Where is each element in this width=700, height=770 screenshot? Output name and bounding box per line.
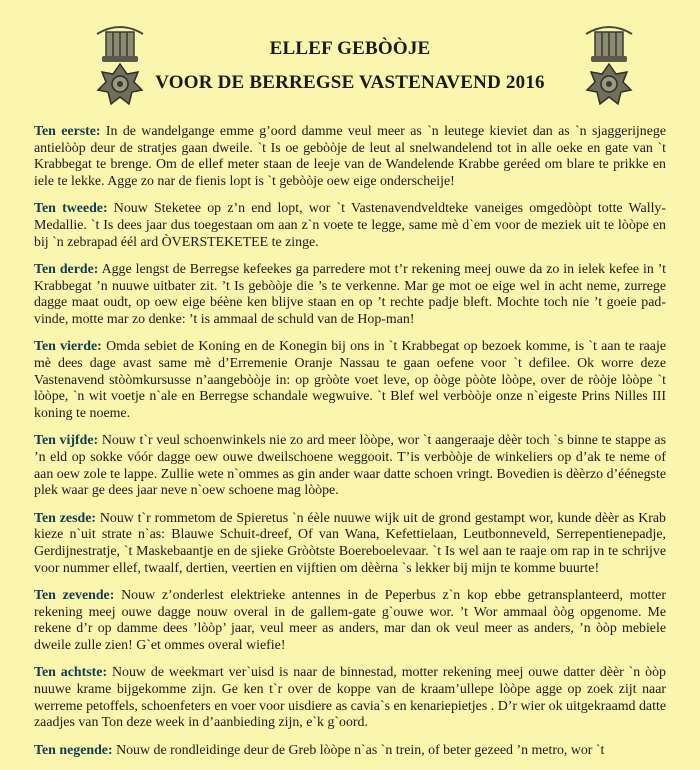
commandment-1 — [34, 124, 666, 191]
commandment-9 — [34, 743, 666, 760]
commandment-label: Ten eerste: — [34, 124, 101, 139]
commandment-3 — [34, 262, 666, 329]
commandments-list — [34, 124, 666, 770]
commandment-label: Ten achtste: — [34, 665, 108, 681]
commandment-label: Ten zesde: — [34, 510, 96, 526]
medal-icon — [578, 22, 640, 112]
document-title: ELLEF GEBÒÒJE — [269, 38, 431, 59]
commandment-5 — [34, 433, 666, 500]
commandment-text: Nouw Steketee op z’n end lopt, wor `t Vastenavendveldteke vaneiges omgedòòpt totte Wally-Medallie. `t Is dees jaar dus toegestaan om aan z`n voete te legge, same mè d`em voor de meziek uit te lòòpe en bij `n zebrapad éél ard ÒVERSTEKETEE te zinge. — [34, 201, 666, 250]
commandment-text: Nouw t`r rommetom de Spieretus `n éèle nuuwe wijk uit de grond gestampt wor, kunde dèèr as Krab kieze n`uit strate n`as: Blauwe Schuit-dreef, Of van Wana, Kefettielaan, Leutbonneveld, Serrepentienepadje, Gerdijnestratje, `t Maskebaantje en de sjieke Gròòtste Boereboelevaar. `t Is wel aan te raaje om rap in te schrijve voor nummer ellef, twaalf, dertien, veertien en vijftien om dèèrna `s lekker bij mijn te komme buurte! — [34, 510, 666, 576]
commandment-text: Nouw de weekmart ver`uisd is naar de binnestad, motter rekening meej ouwe datter dèèr `n òòp nuuwe krame bijgekomme zijn. Ge ken t`r over de koppe van de kraam’ullepe lòòpe agge op zoek zijt naar werreme petoffels, schoenfeters en voer voor uisdiere as cavia`s en kenariepietjes . D’r wier ok uitgekraamd datte zaadjes van Ton deze week in d’aanbieding zijn, e`k g`oord. — [34, 665, 667, 731]
commandment-label: Ten vierde: — [34, 339, 102, 355]
document-subtitle: VOOR DE BERREGSE VASTENAVEND 2016 — [155, 72, 545, 93]
commandment-text: Nouw t`r veul schoenwinkels nie zo ard meer lòòpe, wor `t aangeraaje dèèr toch `s binne te stappe as ’n eld op sokke vóór dagge oew ouwe dweilschoene weggooit. T’is verbòòje de winkeliers op d’ak te neme of aan oew zole te lappe. Zullie wete n`ommes as gin ander waar datte schoen vringt. Bovedien is dèèrzo d’éénegste plek waar ge dees jaar neve n`oew schoene mag lòòpe. — [34, 433, 666, 499]
commandment-text: In de wandelgange emme g’oord damme veul meer as `n leutege kieviet dan as `n sjaggerijnege antielòòp deur de stratjes gaan dweile. `t Is oe gebòòje de leut al snelwandelend tot in alle oeke en gate van `t Krabbegat te brenge. Om de ellef meter staan de leeje van de Wandelende Krabbe geréed om blare te prikke en iele te lekke. Agge zo nar de fienis lopt is `t gebòòje oew eige onderscheije! — [34, 124, 667, 190]
commandment-6 — [34, 511, 666, 578]
commandment-text: Nouw de rondleidinge deur de Greb lòòpe n`as `n trein, of beter gezeed ’n metro, wor `t — [112, 742, 605, 758]
commandment-label: Ten zevende: — [34, 587, 115, 603]
medal-icon — [89, 22, 151, 112]
commandment-2 — [34, 201, 666, 251]
commandment-label: Ten negende: — [34, 742, 113, 758]
commandment-label: Ten derde: — [34, 261, 99, 277]
commandment-text: Omda sebiet de Koning en de Konegin bij ons in `t Krabbegat op bezoek komme, is `t aan te raaje mè dees dage avast same mè d’Erremenie Oranje Nassau te gaan oefene voor `t defilee. Ok worre deze Vastenavend stòòmkursusse n’aangebòòje in: op gròòte voet leve, op òòge pòòte lòòpe, over de ròòje lòòpe `t lòòpe, `n wit voetje n`ale en Berregse schandale wegwuive. `t Blef wel verbòòje onze n`eigeste Prins Nilles III koning te noeme. — [34, 339, 666, 422]
commandment-8 — [34, 665, 666, 732]
commandment-label: Ten tweede: — [34, 201, 108, 217]
commandment-7 — [34, 588, 666, 655]
commandment-text: Nouw z’onderlest elektrieke antennes in de Peperbus z`n kop ebbe getransplanteerd, motter rekening meej ouwe dagge nouw overal in de gallem-gate g`ouwe wor. ’t Wor ammaal òòg opgenome. Me rekene d’r op damme dees ’lòòp’ jaar, veul meer as anders, mar dan ok veul meer as anders, ’n òòp mebiele dweile zulle zien! G`et ommes overal wiefie! — [34, 587, 666, 653]
commandment-text: Agge lengst de Berregse kefeekes ga parredere mot t’r rekening meej ouwe da zo in ielek kefee in ’t Krabbegat ’n nuuwe uitbater zit. ’t Is gebòòje die ’s te verkenne. Mar ge mot oe eige wel in acht neme, zurrege dagge maat oudt, op oew eige béène ken blijve staan en op ’t rechte padje bleft. Mochte toch nie ’t goeie pad-vinde, motte mar zo denke: ’t is ammaal de schuld van de Hop-man! — [34, 261, 666, 328]
commandment-4 — [34, 339, 666, 423]
commandment-label: Ten vijfde: — [34, 433, 99, 449]
